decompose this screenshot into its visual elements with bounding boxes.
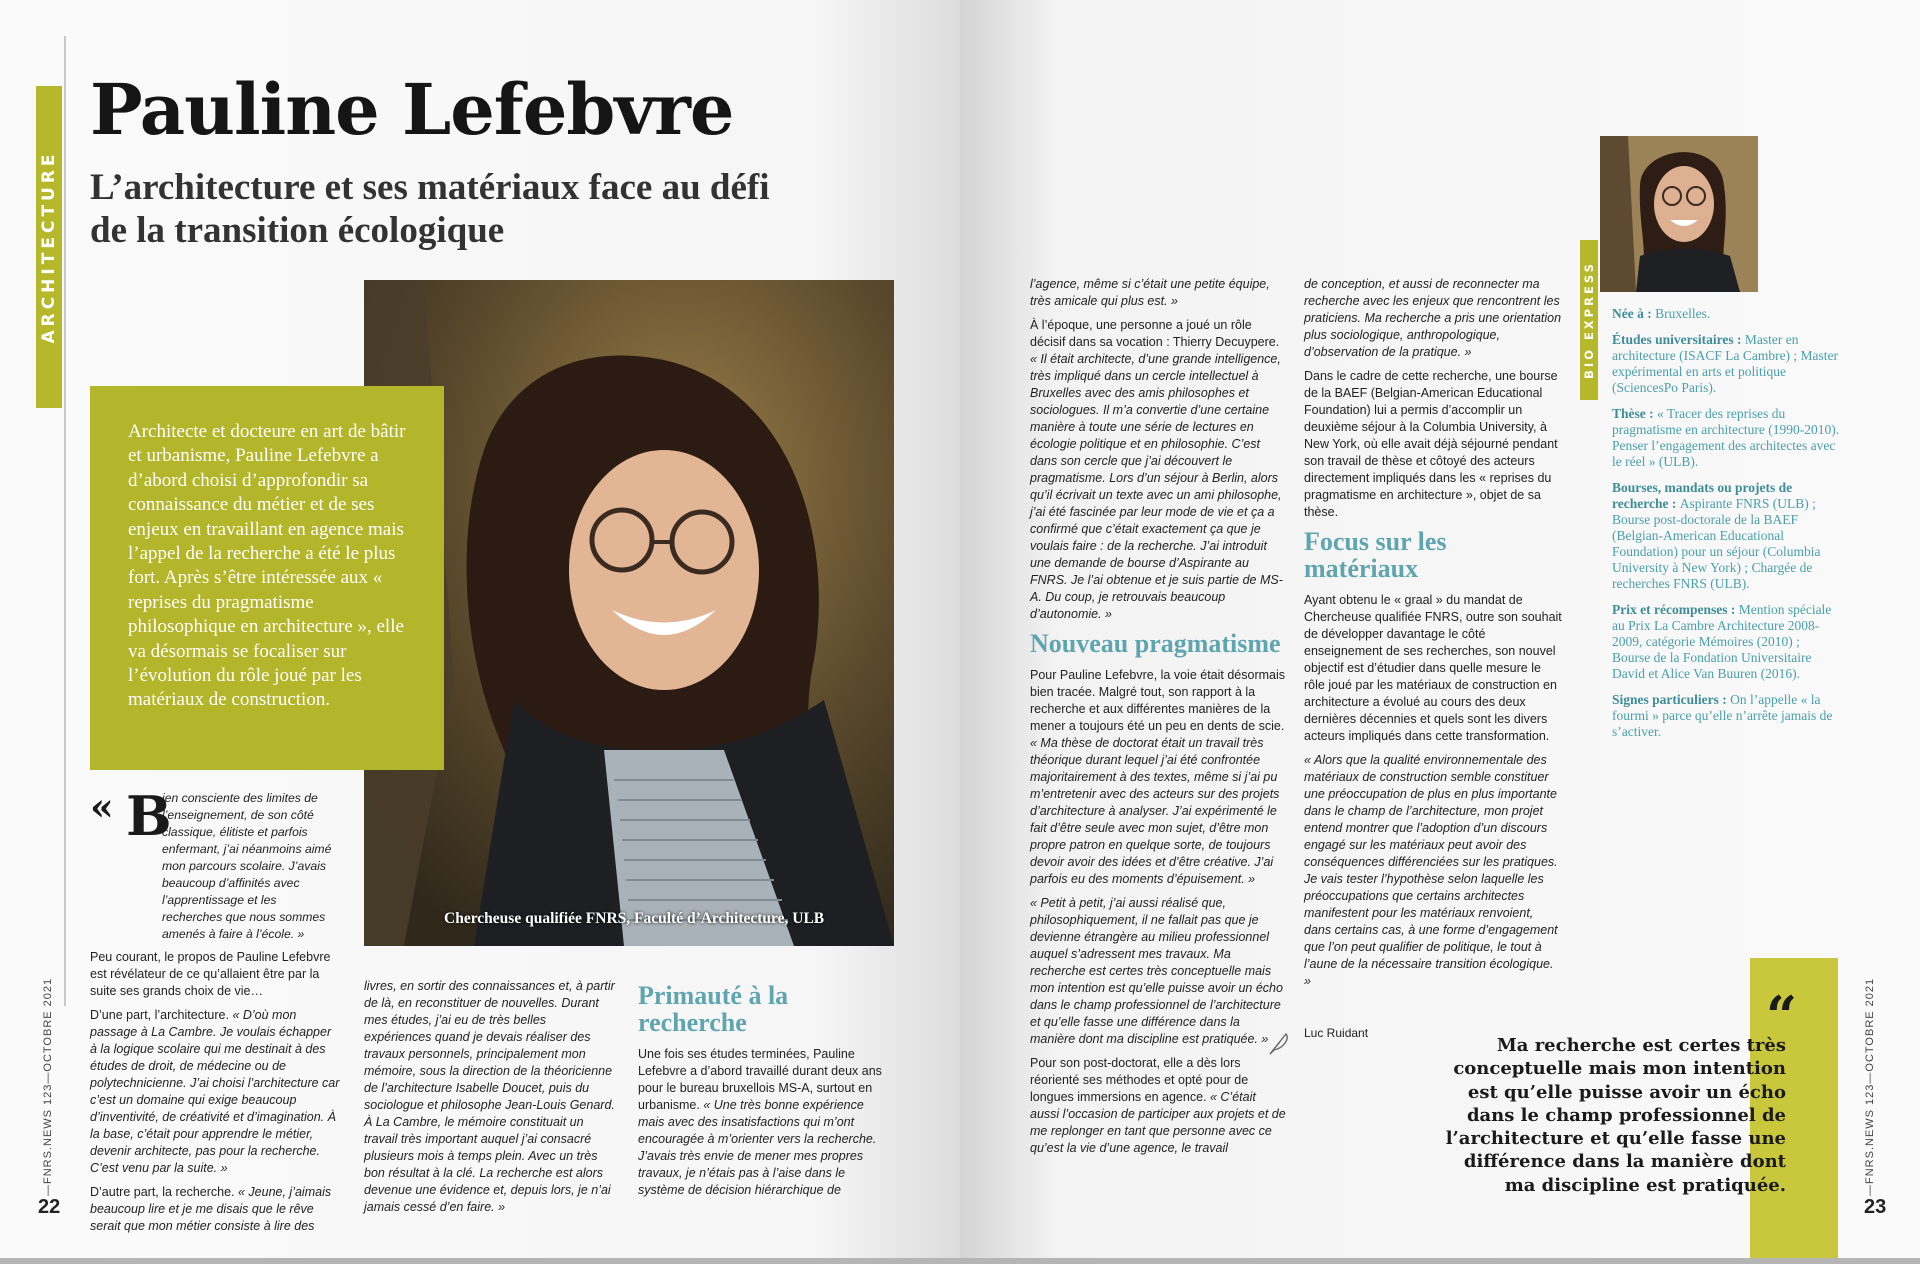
bio-express [1612, 306, 1840, 750]
left-column-3 [638, 976, 890, 1206]
spread-edge [0, 1258, 1920, 1264]
dropcap-block [90, 784, 340, 943]
page-number-left: 22 [38, 1196, 61, 1218]
paragraph: livres, en sortir des connaissances et, à partir de là, en reconstituer de nouvelles. Durant mes études, j’ai eu de très belles expériences quand je devais réaliser des travaux personnels, principalement mon mémoire, sous la direction de la théoricienne de l’architecture Isabelle Doucet, puis du sociologue et philosophe Jean-Louis Genard. À La Cambre, le mémoire constituait un travail très important auquel j’ai consacré plusieurs mois à temps plein. Avec un très bon résultat à la clé. La recherche est alors devenue une évidence et, depuis lors, je n’ai jamais cessé d’en faire. » [364, 979, 615, 1214]
left-column-1 [90, 784, 340, 1242]
paragraph: Une fois ses études terminées, Pauline Lefebvre a d’abord travaillé durant deux ans pour le bureau bruxellois MS-A, surtout en urbanisme. « Une très bonne expérience mais avec des insatisfactions qui m’ont encouragée à m’orienter vers la recherche. J’avais très envie de mener mes propres travaux, je n’étais pas à l’aise dans le système de décision hiérarchique de [638, 1047, 882, 1197]
section-heading: Primauté à la recherche [638, 981, 789, 1037]
dropcap-letter: B [126, 784, 172, 848]
pullquote-mark: “ [1766, 984, 1798, 1048]
bio-item: Signes particuliers : On l’appelle « la fourmi » parce qu’elle n’arrête jamais de s’activer. [1612, 692, 1833, 739]
bio-item: Bourses, mandats ou projets de recherche : Aspirante FNRS (ULB) ; Bourse post-doctorale de la BAEF (Belgian-American Educational Foundation) pour un séjour (Columbia University à New York) ; Chargée de recherches FNRS (ULB). [1612, 480, 1821, 591]
page-subtitle: L’architecture et ses matériaux face au défi de la transition écologique [90, 167, 770, 251]
feather-icon [1266, 1030, 1292, 1056]
opening-paragraph: ien consciente des limites de l’enseignement, de son côté classique, élitiste et parfois enfermant, j’ai néanmoins aimé mon parcours scolaire. J’avais beaucoup d’affinités avec l’apprentissage et les recherches que nous sommes amenés à faire à l’école. » [162, 791, 332, 941]
section-heading: Focus sur les matériaux [1304, 527, 1447, 583]
bio-tag [1580, 240, 1598, 400]
bio-item: Née à : Bruxelles. [1612, 306, 1711, 321]
paragraph: À l’époque, une personne a joué un rôle décisif dans sa vocation : Thierry Decuypere. « Il était architecte, d’une grande intelligence, très impliqué dans un cercle intellectuel à Bruxelles avec des amis philosophes et sociologues. Il m’a convertie d’une certaine manière à toute une série de lectures en écologie politique et en philosophie. C’est dans son cercle que j’ai découvert le pragmatisme. Lors d’un séjour à Berlin, alors qu’il écrivait un texte avec un ami philosophe, j’ai été fascinée par leur mode de vie et ça a confirmé que c’était exactement ça que je voulais faire : de la recherche. J’ai introduit une demande de bourse d’Aspirante au FNRS. Je l’ai obtenue et je suis partie de MS-A. Du coup, je retrouvais beaucoup d’autonomie. » [1030, 318, 1283, 621]
page-number-right: 23 [1864, 1196, 1887, 1218]
section-label: ARCHITECTURE [39, 150, 59, 344]
paragraph: « Alors que la qualité environnementale des matériaux de construction semble constituer une préoccupation de plus en plus importante dans le champ de l’architecture, mon projet entend montrer que l’adoption d’un discours engagé sur les matériaux peut avoir des conséquences différenciées sur les pratiques. Je vais tester l’hypothèse selon laquelle les préoccupations que certains architectes manifestent pour les matériaux renvoient, dans certains cas, à une forme d’engagement que l’on peut qualifier de politique, le tout à l’aune de la nécessaire transition écologique. » [1304, 753, 1558, 988]
right-column-2 [1304, 276, 1562, 997]
issue-label-right: —FNRS.NEWS 123—OCTOBRE 2021 [1864, 977, 1876, 1196]
bio-item: Études universitaires : Master en architecture (ISACF La Cambre) ; Master expérimental en arts et politique (SciencesPo Paris). [1612, 332, 1839, 395]
bio-item: Thèse : « Tracer des reprises du pragmatisme en architecture (1990-2010). Penser l’engagement des architectes avec le réel » (ULB). [1612, 406, 1840, 469]
margin-rule [64, 36, 66, 1006]
section-heading: Nouveau pragmatisme [1030, 629, 1281, 658]
right-page [960, 0, 1920, 1258]
section-tag [36, 86, 62, 408]
paragraph: « Petit à petit, j’ai aussi réalisé que, philosophiquement, il ne fallait pas que je devienne étrangère au milieu professionnel auquel s’adressent mes travaux. Ma recherche est certes très conceptuelle mais mon intention est qu’elle puisse avoir un écho dans le champ professionnel de l’architecture et qu’elle fasse une différence dans la manière dont ma discipline est pratiquée. » [1030, 896, 1283, 1046]
paragraph: Pour son post-doctorat, elle a dès lors réorienté ses méthodes et opté pour de longues immersions en agence. « C’était aussi l’occasion de participer aux projets et de me replonger en tant que personne avec ce qu’est la vie d’une agence, le travail [1030, 1056, 1286, 1155]
author-name: Luc Ruidant [1304, 1026, 1369, 1040]
bio-tag-label: BIO EXPRESS [1582, 261, 1596, 379]
paragraph: Pour Pauline Lefebvre, la voie était désormais bien tracée. Malgré tout, son rapport à la recherche et aux différentes manières de la mener a toujours été un peu en dents de scie. « Ma thèse de doctorat était un travail très théorique durant lequel j’ai été confrontée majoritairement à des textes, même si j’ai pu m’entretenir avec des acteurs sur des projets d’architecture à analyser. J’ai expérimenté le fait d’être seule avec mon sujet, d’être mon propre patron en quelque sorte, de toujours devoir avoir des idées et d’être créative. J’ai parfois eu des moments d’épuisement. » [1030, 668, 1286, 886]
page-title: Pauline Lefebvre [90, 68, 734, 151]
paragraph: Dans le cadre de cette recherche, une bourse de la BAEF (Belgian-American Educational Foundation) lui a permis d’accomplir un deuxième séjour à la Columbia University, à New York, où elle avait déjà séjourné pendant son travail de thèse et côtoyé des acteurs directement impliqués dans les « reprises du pragmatisme en architecture », objet de sa thèse. [1304, 369, 1558, 519]
bio-portrait-illustration [1600, 136, 1758, 292]
photo-caption: Chercheuse qualifiée FNRS, Faculté d’Architecture, ULB [444, 910, 825, 927]
bio-item: Prix et récompenses : Mention spéciale au Prix La Cambre Architecture 2008-2009, catégorie Mémoires (2010) ; Bourse de la Fondation Universitaire David et Alice Van Buuren (2016). [1612, 602, 1832, 681]
bio-portrait [1600, 136, 1758, 292]
intro-box [90, 386, 444, 770]
paragraph: de conception, et aussi de reconnecter ma recherche avec les enjeux que rencontrent les praticiens. Ma recherche a pris une orientation plus sociologique, anthropologique, d’observation de la pratique. » [1304, 277, 1562, 359]
intro-text: Architecte et docteure en art de bâtir et urbanisme, Pauline Lefebvre a d’abord choisi d’approfondir sa connaissance du métier et de ses enjeux en travaillant en agence mais l’appel de la recherche a été le plus fort. Après s’être intéressée aux « reprises du pragmatisme philosophique en architecture », elle va désormais se focaliser sur l’évolution du rôle joué par les matériaux de construction. [128, 421, 406, 711]
paragraph: l’agence, même si c’était une petite équipe, très amicale qui plus est. » [1030, 277, 1270, 308]
paragraph: D’autre part, la recherche. « Jeune, j’aimais beaucoup lire et je me disais que le rêve serait que mon métier consiste à lire des [90, 1185, 332, 1233]
issue-label-left: —FNRS.NEWS 123—OCTOBRE 2021 [42, 977, 54, 1196]
paragraph: Ayant obtenu le « graal » du mandat de Chercheuse qualifiée FNRS, outre son souhait de développer davantage le côté enseignement de ses recherches, son nouvel objectif est d’étudier dans quelle mesure le rôle joué par les matériaux de construction en architecture a évolué au cours des deux dernières décennies et quels sont les divers acteurs impliqués dans cette transformation. [1304, 593, 1562, 743]
right-column-1 [1030, 276, 1288, 1164]
paragraph: Peu courant, le propos de Pauline Lefebvre est révélateur de ce qu’allaient être par la suite ses grands choix de vie… [90, 950, 331, 998]
paragraph: D’une part, l’architecture. « D’où mon passage à La Cambre. Je voulais échapper à la logique scolaire qui me destinait à des études de droit, de médecine ou de polytechnicienne. J’ai choisi l’architecture car c’est un domaine qui exige beaucoup d’inventivité, de créativité et d’imagination. À la base, c’était pour apprendre le métier, devenir architecte, pas pour la recherche. C’est venu par la suite. » [90, 1008, 340, 1175]
left-column-2 [364, 978, 616, 1223]
opening-quote-mark: « [90, 784, 114, 829]
pullquote-text: Ma recherche est certes très conceptuelle mais mon intention est qu’elle puisse avoir un écho dans le champ professionnel de l’architecture et qu’elle fasse une différence dans la manière dont ma discipline est pratiquée. [1445, 1035, 1786, 1196]
left-page [0, 0, 960, 1258]
